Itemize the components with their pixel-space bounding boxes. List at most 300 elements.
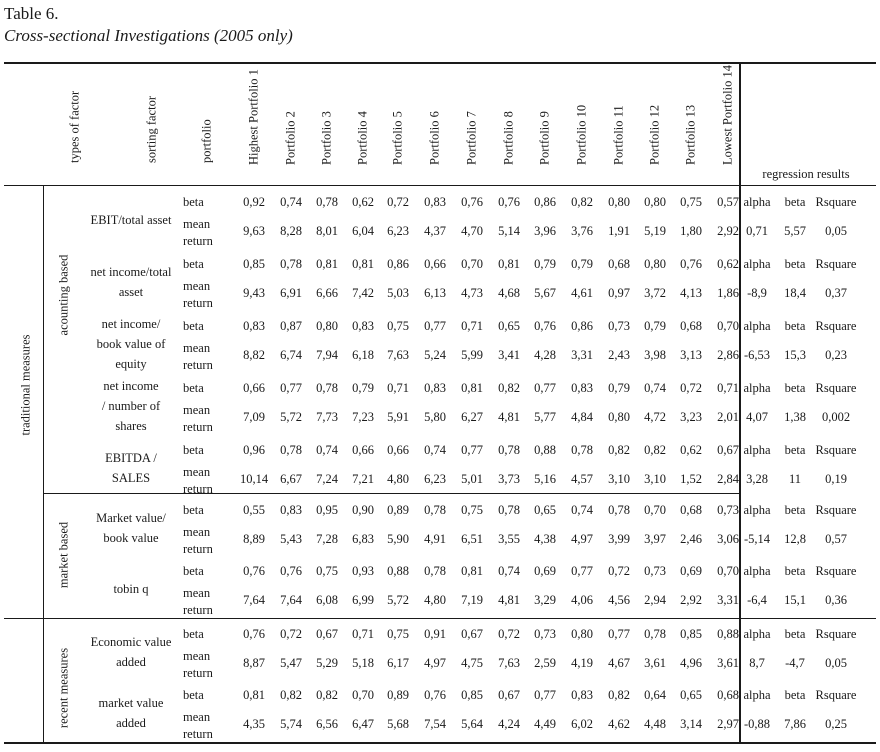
regression-value-cell: 1,38 — [784, 410, 806, 424]
beta-cell: 0,89 — [387, 503, 409, 517]
regression-header-cell: Rsquare — [815, 381, 857, 395]
beta-cell: 0,79 — [534, 257, 556, 271]
beta-cell: 0,81 — [461, 381, 483, 395]
beta-cell: 0,76 — [534, 319, 556, 333]
beta-cell: 0,70 — [717, 564, 739, 578]
regression-header-cell: beta — [784, 564, 806, 578]
mean-return-cell: 2,92 — [680, 593, 702, 607]
regression-value-cell: 11 — [788, 472, 802, 486]
beta-cell: 0,72 — [680, 381, 702, 395]
beta-cell: 0,83 — [243, 319, 265, 333]
row-label-return: return — [183, 727, 213, 741]
beta-cell: 0,74 — [644, 381, 666, 395]
header-portfolio-10-text: Portfolio 10 — [574, 104, 589, 165]
sorting-factor-label: shares — [115, 419, 147, 433]
mean-return-cell: 7,28 — [316, 532, 338, 546]
row-label-return: return — [183, 296, 213, 310]
regression-header-cell: beta — [784, 381, 806, 395]
beta-cell: 0,65 — [534, 503, 556, 517]
header-portfolio-7-text: Portfolio 7 — [464, 111, 479, 165]
beta-cell: 0,88 — [717, 627, 739, 641]
header-types-of-factor-text: types of factor — [67, 90, 82, 163]
mean-return-cell: 6,67 — [280, 472, 302, 486]
regression-header-cell: alpha — [743, 195, 771, 209]
beta-cell: 0,79 — [571, 257, 593, 271]
mean-return-cell: 6,08 — [316, 593, 338, 607]
regression-header-cell: alpha — [743, 564, 771, 578]
beta-cell: 0,79 — [608, 381, 630, 395]
beta-cell: 0,70 — [461, 257, 483, 271]
row-label-return: return — [183, 666, 213, 680]
mean-return-cell: 4,48 — [644, 717, 666, 731]
beta-cell: 0,78 — [498, 503, 520, 517]
mean-return-cell: 6,04 — [352, 224, 374, 238]
beta-cell: 0,75 — [387, 627, 409, 641]
regression-header-cell: Rsquare — [815, 627, 857, 641]
regression-value-cell: 0,23 — [825, 348, 847, 362]
regression-header-cell: beta — [784, 503, 806, 517]
beta-cell: 0,68 — [680, 503, 702, 517]
regression-header-cell: Rsquare — [815, 564, 857, 578]
regression-value-cell: 7,86 — [784, 717, 806, 731]
rule-subgroups — [43, 493, 739, 494]
mean-return-cell: 5,90 — [387, 532, 409, 546]
mean-return-cell: 5,29 — [316, 656, 338, 670]
beta-cell: 0,76 — [498, 195, 520, 209]
row-label-return: return — [183, 603, 213, 617]
header-portfolio-14-text: Lowest Portfolio 14 — [720, 65, 735, 165]
header-portfolio-3-text: Portfolio 3 — [319, 111, 334, 165]
beta-cell: 0,71 — [461, 319, 483, 333]
regression-value-cell: 0,05 — [825, 224, 847, 238]
mean-return-cell: 3,06 — [717, 532, 739, 546]
regression-value-cell: 0,002 — [821, 410, 851, 424]
beta-cell: 0,77 — [534, 381, 556, 395]
mean-return-cell: 4,68 — [498, 286, 520, 300]
beta-cell: 0,80 — [316, 319, 338, 333]
beta-cell: 0,81 — [243, 688, 265, 702]
beta-cell: 0,78 — [571, 443, 593, 457]
mean-return-cell: 5,16 — [534, 472, 556, 486]
mean-return-cell: 7,54 — [424, 717, 446, 731]
row-label-mean: mean — [183, 710, 211, 724]
mean-return-cell: 4,72 — [644, 410, 666, 424]
beta-cell: 0,64 — [644, 688, 666, 702]
mean-return-cell: 7,09 — [243, 410, 265, 424]
beta-cell: 0,67 — [717, 443, 739, 457]
mean-return-cell: 4,28 — [534, 348, 556, 362]
row-label-mean: mean — [183, 217, 211, 231]
beta-cell: 0,86 — [534, 195, 556, 209]
mean-return-cell: 8,28 — [280, 224, 302, 238]
beta-cell: 0,80 — [608, 195, 630, 209]
regression-value-cell: 15,3 — [784, 348, 806, 362]
mean-return-cell: 3,23 — [680, 410, 702, 424]
beta-cell: 0,72 — [387, 195, 409, 209]
row-label-beta: beta — [183, 503, 204, 517]
beta-cell: 0,73 — [644, 564, 666, 578]
mean-return-cell: 6,56 — [316, 717, 338, 731]
mean-return-cell: 6,23 — [387, 224, 409, 238]
mean-return-cell: 8,82 — [243, 348, 265, 362]
sorting-factor-label: EBITDA / — [105, 451, 157, 465]
rule-subgroup — [43, 185, 44, 618]
mean-return-cell: 3,31 — [717, 593, 739, 607]
mean-return-cell: 2,59 — [534, 656, 556, 670]
mean-return-cell: 6,13 — [424, 286, 446, 300]
subgroup-market-based — [56, 500, 72, 610]
mean-return-cell: 1,52 — [680, 472, 702, 486]
mean-return-cell: 5,19 — [644, 224, 666, 238]
header-portfolio-9 — [537, 66, 553, 180]
beta-cell: 0,89 — [387, 688, 409, 702]
regression-header-cell: alpha — [743, 381, 771, 395]
mean-return-cell: 10,14 — [239, 472, 269, 486]
mean-return-cell: 3,13 — [680, 348, 702, 362]
mean-return-cell: 4,62 — [608, 717, 630, 731]
regression-header-cell: Rsquare — [815, 688, 857, 702]
beta-cell: 0,78 — [280, 443, 302, 457]
mean-return-cell: 4,81 — [498, 410, 520, 424]
row-label-beta: beta — [183, 257, 204, 271]
beta-cell: 0,77 — [280, 381, 302, 395]
sorting-factor-label: tobin q — [113, 582, 149, 596]
rule-header — [4, 185, 876, 186]
rule-top — [4, 62, 876, 64]
mean-return-cell: 5,03 — [387, 286, 409, 300]
mean-return-cell: 6,91 — [280, 286, 302, 300]
beta-cell: 0,76 — [680, 257, 702, 271]
regression-value-cell: 0,57 — [825, 532, 847, 546]
header-portfolio-text: portfolio — [199, 119, 214, 163]
beta-cell: 0,68 — [608, 257, 630, 271]
mean-return-cell: 3,73 — [498, 472, 520, 486]
mean-return-cell: 4,84 — [571, 410, 593, 424]
mean-return-cell: 5,67 — [534, 286, 556, 300]
beta-cell: 0,82 — [280, 688, 302, 702]
mean-return-cell: 4,80 — [387, 472, 409, 486]
sorting-factor-label: EBIT/total asset — [90, 213, 172, 227]
regression-header-cell: beta — [784, 257, 806, 271]
rule-bottom — [4, 742, 876, 744]
beta-cell: 0,72 — [498, 627, 520, 641]
beta-cell: 0,81 — [316, 257, 338, 271]
beta-cell: 0,74 — [424, 443, 446, 457]
mean-return-cell: 5,80 — [424, 410, 446, 424]
beta-cell: 0,95 — [316, 503, 338, 517]
beta-cell: 0,75 — [387, 319, 409, 333]
regression-header-cell: alpha — [743, 319, 771, 333]
beta-cell: 0,75 — [680, 195, 702, 209]
row-label-mean: mean — [183, 525, 211, 539]
mean-return-cell: 3,61 — [644, 656, 666, 670]
sorting-factor-label: equity — [115, 357, 147, 371]
beta-cell: 0,69 — [534, 564, 556, 578]
header-portfolio-2 — [283, 66, 299, 180]
mean-return-cell: 8,01 — [316, 224, 338, 238]
row-label-beta: beta — [183, 627, 204, 641]
beta-cell: 0,82 — [608, 443, 630, 457]
sorting-factor-label: market value — [98, 696, 164, 710]
regression-header-cell: alpha — [743, 257, 771, 271]
header-portfolio-5-text: Portfolio 5 — [390, 111, 405, 165]
mean-return-cell: 2,92 — [717, 224, 739, 238]
mean-return-cell: 7,63 — [498, 656, 520, 670]
header-portfolio-8 — [501, 66, 517, 180]
row-label-beta: beta — [183, 195, 204, 209]
mean-return-cell: 8,87 — [243, 656, 265, 670]
beta-cell: 0,81 — [461, 564, 483, 578]
beta-cell: 0,66 — [387, 443, 409, 457]
subgroup-accounting-based — [56, 230, 72, 360]
beta-cell: 0,90 — [352, 503, 374, 517]
mean-return-cell: 7,73 — [316, 410, 338, 424]
regression-header-cell: beta — [784, 195, 806, 209]
sorting-factor-label: Economic value — [90, 635, 172, 649]
beta-cell: 0,80 — [644, 257, 666, 271]
sorting-factor-label: SALES — [111, 471, 151, 485]
beta-cell: 0,75 — [316, 564, 338, 578]
mean-return-cell: 7,42 — [352, 286, 374, 300]
group-recent-measures-text: recent measures — [56, 647, 71, 729]
mean-return-cell: 4,19 — [571, 656, 593, 670]
header-portfolio-11-text: Portfolio 11 — [611, 105, 626, 165]
header-portfolio-3 — [319, 66, 335, 180]
beta-cell: 0,76 — [424, 688, 446, 702]
mean-return-cell: 1,91 — [608, 224, 630, 238]
sorting-factor-label: added — [116, 716, 146, 730]
group-traditional-measures-text: traditional measures — [18, 334, 33, 436]
mean-return-cell: 4,35 — [243, 717, 265, 731]
beta-cell: 0,79 — [644, 319, 666, 333]
mean-return-cell: 7,94 — [316, 348, 338, 362]
row-label-mean: mean — [183, 465, 211, 479]
mean-return-cell: 2,97 — [717, 717, 739, 731]
row-label-return: return — [183, 234, 213, 248]
mean-return-cell: 2,86 — [717, 348, 739, 362]
beta-cell: 0,68 — [717, 688, 739, 702]
header-portfolio-6 — [427, 66, 443, 180]
beta-cell: 0,79 — [352, 381, 374, 395]
row-label-mean: mean — [183, 586, 211, 600]
beta-cell: 0,83 — [280, 503, 302, 517]
header-regression-results: regression results — [762, 167, 850, 181]
beta-cell: 0,71 — [387, 381, 409, 395]
mean-return-cell: 4,56 — [608, 593, 630, 607]
regression-value-cell: 0,05 — [825, 656, 847, 670]
mean-return-cell: 5,43 — [280, 532, 302, 546]
sorting-factor-label: / number of — [101, 399, 161, 413]
header-portfolio — [199, 66, 215, 178]
mean-return-cell: 2,43 — [608, 348, 630, 362]
beta-cell: 0,78 — [316, 195, 338, 209]
regression-header-cell: Rsquare — [815, 503, 857, 517]
mean-return-cell: 0,80 — [608, 410, 630, 424]
mean-return-cell: 5,74 — [280, 717, 302, 731]
mean-return-cell: 7,63 — [387, 348, 409, 362]
beta-cell: 0,76 — [243, 564, 265, 578]
beta-cell: 0,76 — [461, 195, 483, 209]
sorting-factor-label: book value of — [96, 337, 166, 351]
mean-return-cell: 1,86 — [717, 286, 739, 300]
mean-return-cell: 3,10 — [644, 472, 666, 486]
regression-value-cell: 12,8 — [784, 532, 806, 546]
sorting-factor-label: Market value/ — [96, 511, 166, 525]
beta-cell: 0,71 — [717, 381, 739, 395]
header-sorting-factor-text: sorting factor — [144, 96, 159, 163]
regression-value-cell: -6,4 — [747, 593, 767, 607]
beta-cell: 0,70 — [644, 503, 666, 517]
regression-header-cell: alpha — [743, 688, 771, 702]
mean-return-cell: 9,43 — [243, 286, 265, 300]
beta-cell: 0,70 — [352, 688, 374, 702]
regression-value-cell: 0,36 — [825, 593, 847, 607]
beta-cell: 0,82 — [644, 443, 666, 457]
regression-value-cell: -6,53 — [743, 348, 771, 362]
sorting-factor-label: book value — [103, 531, 159, 545]
mean-return-cell: 4,73 — [461, 286, 483, 300]
mean-return-cell: 3,99 — [608, 532, 630, 546]
beta-cell: 0,83 — [424, 381, 446, 395]
beta-cell: 0,78 — [424, 503, 446, 517]
row-label-beta: beta — [183, 688, 204, 702]
beta-cell: 0,78 — [498, 443, 520, 457]
beta-cell: 0,83 — [352, 319, 374, 333]
mean-return-cell: 4,80 — [424, 593, 446, 607]
header-portfolio-6-text: Portfolio 6 — [427, 111, 442, 165]
mean-return-cell: 4,91 — [424, 532, 446, 546]
row-label-return: return — [183, 420, 213, 434]
regression-header-cell: beta — [784, 627, 806, 641]
row-label-beta: beta — [183, 319, 204, 333]
beta-cell: 0,83 — [424, 195, 446, 209]
row-label-beta: beta — [183, 564, 204, 578]
beta-cell: 0,96 — [243, 443, 265, 457]
beta-cell: 0,62 — [352, 195, 374, 209]
mean-return-cell: 4,57 — [571, 472, 593, 486]
mean-return-cell: 6,02 — [571, 717, 593, 731]
beta-cell: 0,76 — [280, 564, 302, 578]
header-portfolio-8-text: Portfolio 8 — [501, 111, 516, 165]
mean-return-cell: 6,18 — [352, 348, 374, 362]
mean-return-cell: 5,18 — [352, 656, 374, 670]
beta-cell: 0,78 — [608, 503, 630, 517]
mean-return-cell: 3,98 — [644, 348, 666, 362]
regression-header-cell: Rsquare — [815, 195, 857, 209]
beta-cell: 0,67 — [461, 627, 483, 641]
mean-return-cell: 5,72 — [280, 410, 302, 424]
header-portfolio-2-text: Portfolio 2 — [283, 111, 298, 165]
beta-cell: 0,77 — [608, 627, 630, 641]
regression-header-cell: Rsquare — [815, 257, 857, 271]
header-portfolio-10 — [574, 66, 590, 180]
mean-return-cell: 4,49 — [534, 717, 556, 731]
mean-return-cell: 1,80 — [680, 224, 702, 238]
sorting-factor-label: net income/total — [90, 265, 172, 279]
mean-return-cell: 6,17 — [387, 656, 409, 670]
regression-value-cell: -4,7 — [785, 656, 805, 670]
mean-return-cell: 5,68 — [387, 717, 409, 731]
table-caption-title: Cross-sectional Investigations (2005 only) — [4, 26, 293, 45]
mean-return-cell: 5,72 — [387, 593, 409, 607]
mean-return-cell: 7,64 — [280, 593, 302, 607]
mean-return-cell: 6,99 — [352, 593, 374, 607]
beta-cell: 0,80 — [644, 195, 666, 209]
beta-cell: 0,91 — [424, 627, 446, 641]
mean-return-cell: 7,23 — [352, 410, 374, 424]
regression-header-cell: beta — [784, 443, 806, 457]
beta-cell: 0,78 — [316, 381, 338, 395]
mean-return-cell: 2,94 — [644, 593, 666, 607]
mean-return-cell: 6,27 — [461, 410, 483, 424]
sorting-factor-label: asset — [118, 285, 144, 299]
beta-cell: 0,86 — [387, 257, 409, 271]
beta-cell: 0,77 — [534, 688, 556, 702]
mean-return-cell: 7,19 — [461, 593, 483, 607]
regression-header-cell: alpha — [743, 443, 771, 457]
mean-return-cell: 4,70 — [461, 224, 483, 238]
beta-cell: 0,66 — [424, 257, 446, 271]
mean-return-cell: 6,47 — [352, 717, 374, 731]
mean-return-cell: 5,77 — [534, 410, 556, 424]
beta-cell: 0,57 — [717, 195, 739, 209]
mean-return-cell: 6,23 — [424, 472, 446, 486]
sorting-factor-label: net income/ — [101, 317, 161, 331]
mean-return-cell: 4,38 — [534, 532, 556, 546]
beta-cell: 0,88 — [387, 564, 409, 578]
beta-cell: 0,80 — [571, 627, 593, 641]
mean-return-cell: 7,24 — [316, 472, 338, 486]
beta-cell: 0,81 — [352, 257, 374, 271]
mean-return-cell: 4,75 — [461, 656, 483, 670]
header-types-of-factor — [67, 66, 83, 178]
beta-cell: 0,83 — [571, 688, 593, 702]
header-portfolio-1 — [246, 66, 262, 180]
mean-return-cell: 5,64 — [461, 717, 483, 731]
regression-value-cell: 0,19 — [825, 472, 847, 486]
mean-return-cell: 4,96 — [680, 656, 702, 670]
beta-cell: 0,78 — [280, 257, 302, 271]
mean-return-cell: 3,96 — [534, 224, 556, 238]
sorting-factor-label: net income — [103, 379, 159, 393]
mean-return-cell: 4,97 — [571, 532, 593, 546]
beta-cell: 0,74 — [571, 503, 593, 517]
beta-cell: 0,65 — [498, 319, 520, 333]
mean-return-cell: 3,29 — [534, 593, 556, 607]
rule-groups — [4, 618, 876, 619]
subgroup-accounting-based-text: acounting based — [56, 254, 71, 336]
beta-cell: 0,66 — [243, 381, 265, 395]
row-label-mean: mean — [183, 403, 211, 417]
mean-return-cell: 5,47 — [280, 656, 302, 670]
regression-value-cell: 8,7 — [749, 656, 765, 670]
header-portfolio-4-text: Portfolio 4 — [355, 111, 370, 165]
mean-return-cell: 6,66 — [316, 286, 338, 300]
beta-cell: 0,87 — [280, 319, 302, 333]
mean-return-cell: 3,76 — [571, 224, 593, 238]
mean-return-cell: 6,83 — [352, 532, 374, 546]
beta-cell: 0,88 — [534, 443, 556, 457]
mean-return-cell: 3,31 — [571, 348, 593, 362]
table-caption-number: Table 6. — [4, 4, 59, 23]
beta-cell: 0,85 — [243, 257, 265, 271]
mean-return-cell: 7,64 — [243, 593, 265, 607]
beta-cell: 0,73 — [717, 503, 739, 517]
mean-return-cell: 7,21 — [352, 472, 374, 486]
beta-cell: 0,72 — [280, 627, 302, 641]
mean-return-cell: 4,24 — [498, 717, 520, 731]
mean-return-cell: 3,72 — [644, 286, 666, 300]
